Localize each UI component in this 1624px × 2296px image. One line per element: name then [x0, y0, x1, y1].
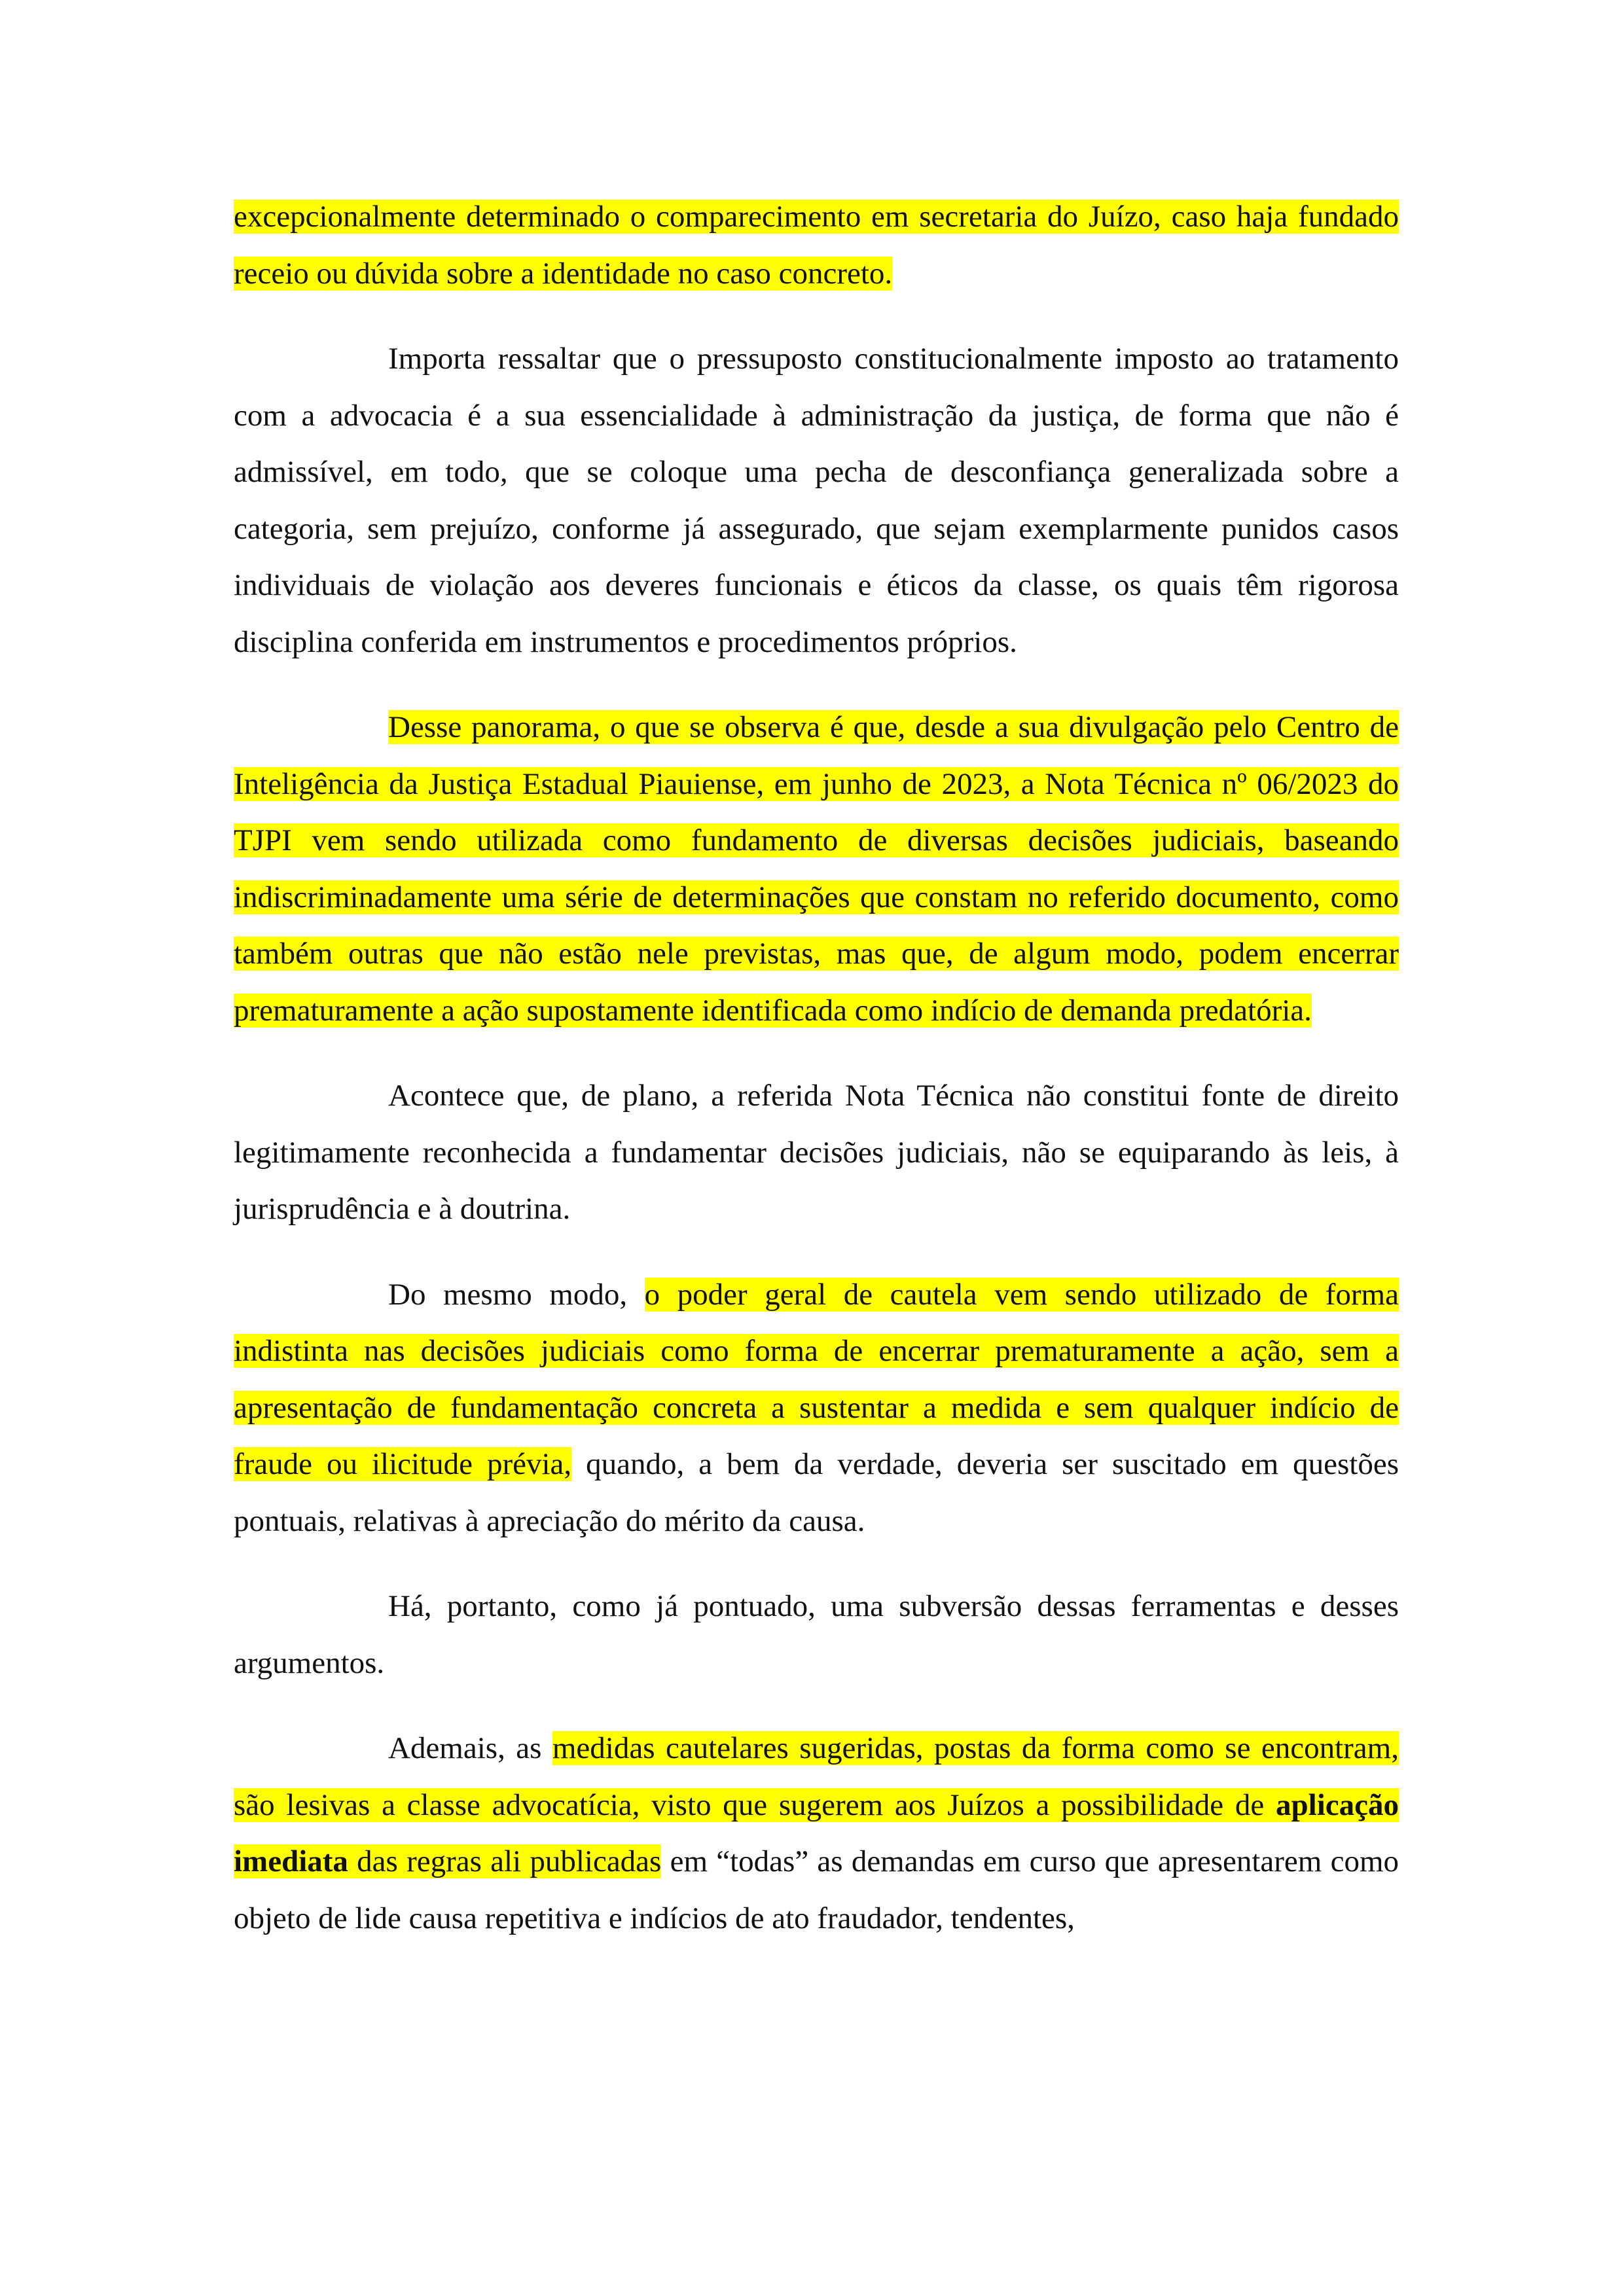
body-text: em “todas” as demandas em curso que apresentarem como objeto de lide causa repetitiva e indícios de ato fraudador, tendentes, [234, 1844, 1399, 1935]
paragraph-5 [234, 1266, 1399, 1550]
paragraph-6 [234, 1578, 1399, 1691]
body-text: Do mesmo modo, [388, 1277, 645, 1312]
document-page [234, 188, 1399, 1975]
highlighted-text: excepcionalmente determinado o comparecimento em secretaria do Juízo, caso haja fundado receio ou dúvida sobre a identidade no caso concreto. [234, 200, 1399, 291]
highlighted-text: Desse panorama, o que se observa é que, desde a sua divulgação pelo Centro de Inteligência da Justiça Estadual Piauiense, em junho de 2023, a Nota Técnica nº 06/2023 do TJPI vem sendo utilizada como fundamento de diversas decisões judiciais, baseando indiscriminadamente uma série de determinações que constam no referido documento, como também outras que não estão nele previstas, mas que, de algum modo, podem encerrar prematuramente a ação supostamente identificada como indício de demanda predatória. [234, 710, 1399, 1028]
paragraph-2 [234, 331, 1399, 670]
paragraph-1 [234, 188, 1399, 302]
body-text: Importa ressaltar que o pressuposto constitucionalmente imposto ao tratamento com a advocacia é a sua essencialidade à administração da justiça, de forma que não é admissível, em todo, que se coloque uma pecha de desconfiança generalizada sobre a categoria, sem prejuízo, conforme já assegurado, que sejam exemplarmente punidos casos individuais de violação aos deveres funcionais e éticos da classe, os quais têm rigorosa disciplina conferida em instrumentos e procedimentos próprios. [234, 342, 1399, 659]
body-text: Há, portanto, como já pontuado, uma subversão dessas ferramentas e desses argumentos. [234, 1589, 1399, 1680]
paragraph-4 [234, 1067, 1399, 1238]
body-text: Ademais, as [388, 1731, 552, 1765]
highlighted-text: o poder geral de cautela vem sendo utilizado de forma indistinta nas decisões judiciais como forma de encerrar prematuramente a ação, sem a apresentação de fundamentação concreta a sustentar a medida e sem qualquer indício de fraude ou ilicitude prévia, [234, 1277, 1399, 1481]
highlighted-text: das regras ali publicadas [348, 1844, 662, 1878]
paragraph-3 [234, 699, 1399, 1039]
paragraph-7 [234, 1720, 1399, 1946]
highlighted-text: medidas cautelares sugeridas, postas da forma como se encontram, são lesivas a classe advocatícia, visto que sugerem aos Juízos a possibilidade de [234, 1731, 1399, 1822]
body-text: quando, a bem da verdade, deveria ser suscitado em questões pontuais, relativas à apreciação do mérito da causa. [234, 1447, 1399, 1538]
highlighted-bold-text: aplicação imediata [234, 1787, 1399, 1878]
body-text: Acontece que, de plano, a referida Nota Técnica não constitui fonte de direito legitimamente reconhecida a fundamentar decisões judiciais, não se equiparando às leis, à jurisprudência e à doutrina. [234, 1079, 1399, 1226]
